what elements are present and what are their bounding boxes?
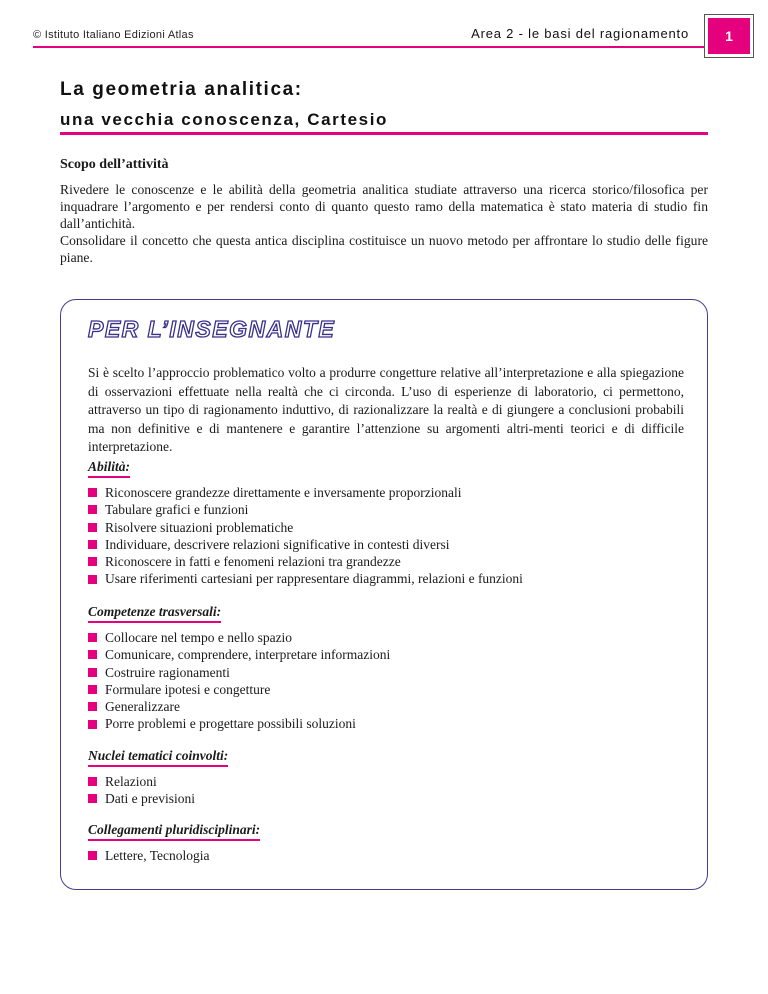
list-item (88, 664, 390, 681)
list-item-text: Formulare ipotesi e congetture (105, 681, 271, 697)
bullet-square-icon (88, 523, 97, 532)
list-item-text: Usare riferimenti cartesiani per rappresentare diagrammi, relazioni e funzioni (105, 571, 523, 587)
bullet-square-icon (88, 794, 97, 803)
scope-text (60, 181, 708, 266)
section-heading-competenze: Competenze trasversali: (88, 604, 221, 623)
section-heading-collegamenti: Collegamenti pluridisciplinari: (88, 822, 260, 841)
bullet-square-icon (88, 851, 97, 860)
list-item-text: Riconoscere grandezze direttamente e inversamente proporzionali (105, 485, 462, 500)
list-item (88, 646, 390, 663)
list-item-text: Riconoscere in fatti e fenomeni relazioni tra grandezze (105, 554, 401, 570)
list-item (88, 629, 390, 646)
list-item-text: Comunicare, comprendere, interpretare informazioni (105, 647, 391, 663)
list-competenze (88, 629, 390, 733)
teacher-box-intro: Si è scelto l’approccio problematico volto a produrre congetture relative all’interpretazione e alla spiegazione di osservazioni effettuate nella realtà che ci circonda. L’uso di esperienze di laboratorio, ci permettono, attraverso un tipo di ragionamento induttivo, di razionalizzare la realtà e di giungere a conclusioni probabili ma non definitive e di mantenere e garantire l’attenzione su argomenti altri-menti teorici e di difficile interpretazione. (88, 365, 684, 454)
section-heading-nuclei: Nuclei tematici coinvolti: (88, 748, 228, 767)
list-item-text: Costruire ragionamenti (105, 664, 230, 680)
teacher-box-title: PER L’INSEGNANTE (88, 316, 336, 342)
page-title-line1: La geometria analitica: (60, 79, 303, 100)
list-item-text: Generalizzare (105, 699, 180, 715)
list-item-text: Tabulare grafici e funzioni (105, 502, 249, 518)
bullet-square-icon (88, 650, 97, 659)
bullet-square-icon (88, 777, 97, 786)
list-item (88, 681, 390, 698)
bullet-square-icon (88, 575, 97, 584)
bullet-square-icon (88, 488, 97, 497)
area-label: Area 2 - le basi del ragionamento (471, 26, 689, 41)
list-item (88, 570, 523, 587)
scope-paragraph: Rivedere le conoscenze e le abilità della geometria analitica studiate attraverso una ricerca storico/filosofica per inquadrare l’argomento e per rendersi conto di quanto questo ramo della matematica è stato materia di studio fin dall’antichità. (60, 182, 708, 231)
list-item (88, 715, 390, 732)
list-item-text: Collocare nel tempo e nello spazio (105, 630, 293, 645)
bullet-square-icon (88, 668, 97, 677)
list-item-text: Relazioni (105, 774, 157, 789)
list-item-text: Dati e previsioni (105, 791, 195, 807)
list-item (88, 553, 523, 570)
scope-heading: Scopo dell’attività (60, 157, 169, 172)
header-rule (33, 46, 706, 48)
bullet-square-icon (88, 557, 97, 566)
list-item (88, 790, 195, 807)
list-collegamenti (88, 847, 210, 864)
page-title (60, 76, 700, 134)
bullet-square-icon (88, 720, 97, 729)
publisher-label: © Istituto Italiano Edizioni Atlas (33, 29, 194, 41)
list-item (88, 773, 195, 790)
list-item (88, 536, 523, 553)
list-item-text: Individuare, descrivere relazioni significative in contesti diversi (105, 536, 450, 552)
bullet-square-icon (88, 540, 97, 549)
list-nuclei (88, 773, 195, 808)
list-abilita (88, 484, 523, 588)
page-number: 1 (708, 18, 750, 54)
list-item (88, 501, 523, 518)
list-item-text: Risolvere situazioni problematiche (105, 519, 294, 535)
bullet-square-icon (88, 685, 97, 694)
list-item-text: Lettere, Tecnologia (105, 848, 210, 863)
list-item (88, 847, 210, 864)
bullet-square-icon (88, 633, 97, 642)
page-title-line2: una vecchia conoscenza, Cartesio (60, 110, 389, 129)
section-heading-abilita: Abilità: (88, 459, 130, 478)
list-item (88, 519, 523, 536)
scope-paragraph: Consolidare il concetto che questa antica disciplina costituisce un nuovo metodo per affrontare lo studio delle figure piane. (60, 233, 708, 265)
title-rule (60, 132, 708, 135)
list-item-text: Porre problemi e progettare possibili soluzioni (105, 716, 356, 732)
bullet-square-icon (88, 702, 97, 711)
list-item (88, 484, 523, 501)
page-number-tab (704, 14, 754, 58)
bullet-square-icon (88, 505, 97, 514)
list-item (88, 698, 390, 715)
